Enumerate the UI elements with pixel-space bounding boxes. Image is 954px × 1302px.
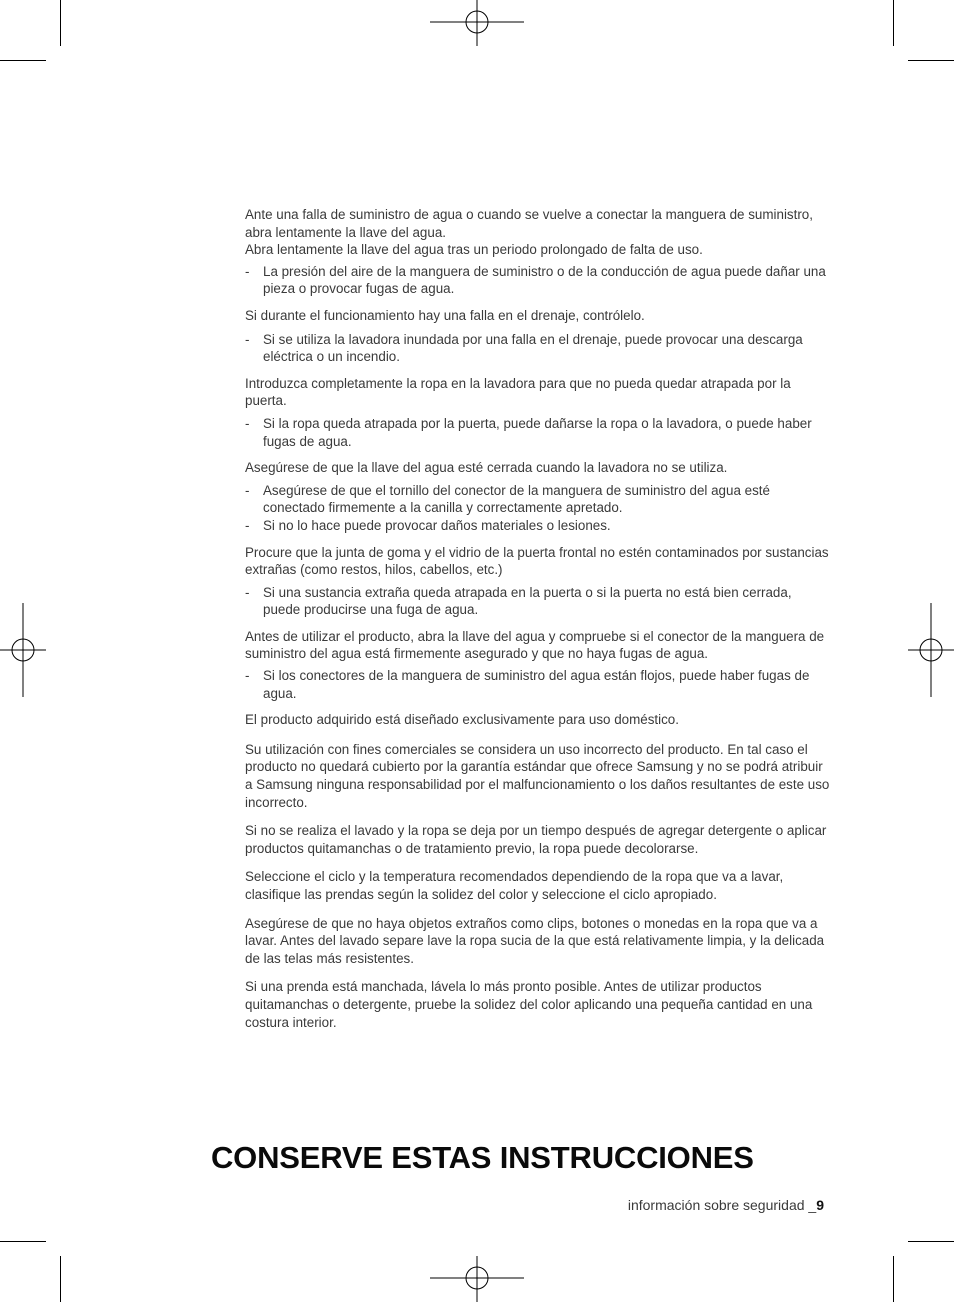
paragraph: [245, 544, 830, 619]
bullet-item: [245, 584, 830, 619]
bullet-text: Asegúrese de que el tornillo del conector de la manguera de suministro del agua esté conectado firmemente a la canilla y correctamente apretado.: [263, 482, 770, 516]
bullet-marker: -: [245, 482, 250, 498]
bullet-marker: -: [245, 415, 250, 431]
paragraph: [245, 307, 830, 366]
safety-instructions: [245, 206, 830, 1040]
paragraph-text: Procure que la junta de goma y el vidrio de la puerta frontal no estén contaminados por sustancias extrañas (como restos, hilos, cabellos, etc.): [245, 544, 829, 578]
paragraph-text: Asegúrese de que no haya objetos extraños como clips, botones o monedas en la ropa que va a lavar. Antes del lavado separe lave la ropa sucia de la que está relativamente limpia, y la delicada de las telas más resistentes.: [245, 915, 825, 966]
bullet-item: [245, 667, 830, 702]
page-footer: [628, 1197, 824, 1213]
paragraph: [245, 822, 830, 857]
page-number: 9: [816, 1197, 824, 1213]
paragraph-text: Si durante el funcionamiento hay una falla en el drenaje, contrólelo.: [245, 307, 645, 323]
paragraph-text: Asegúrese de que la llave del agua esté cerrada cuando la lavadora no se utiliza.: [245, 460, 728, 476]
paragraph-text: Antes de utilizar el producto, abra la llave del agua y compruebe si el conector de la manguera de suministro del agua está firmemente asegurado y que no haya fugas de agua.: [245, 628, 825, 662]
paragraph: [245, 868, 830, 903]
paragraph: [245, 915, 830, 968]
crop-mark: [60, 0, 61, 46]
bullet-text: Si la ropa queda atrapada por la puerta, puede dañarse la ropa o la lavadora, o puede haber fugas de agua.: [263, 415, 812, 449]
registration-mark-bottom: [430, 1256, 524, 1302]
paragraph-text: Su utilización con fines comerciales se considera un uso incorrecto del producto. En tal caso el producto no quedará cubierto por la garantía estándar que ofrece Samsung y no se podrá atribuir a Samsung ninguna responsabilidad por el malfuncionamiento o los daños resultantes de este uso incorrecto.: [245, 741, 830, 810]
crop-mark: [0, 1241, 46, 1242]
bullet-item: [245, 415, 830, 450]
bullet-item: [245, 482, 830, 517]
crop-mark: [60, 1256, 61, 1302]
bullet-marker: -: [245, 668, 250, 684]
bullet-text: Si no lo hace puede provocar daños materiales o lesiones.: [263, 517, 611, 533]
bullet-marker: -: [245, 584, 250, 600]
crop-mark: [908, 1241, 954, 1242]
paragraph-text: Abra lentamente la llave del agua tras un periodo prolongado de falta de uso.: [245, 242, 703, 258]
paragraph: [245, 711, 830, 729]
registration-mark-top: [430, 0, 524, 46]
crop-mark: [893, 0, 894, 46]
bullet-marker: -: [245, 331, 250, 347]
page-title: CONSERVE ESTAS INSTRUCCIONES: [211, 1140, 754, 1175]
bullet-text: Si una sustancia extraña queda atrapada en la puerta o si la puerta no está bien cerrada, puede producirse una fuga de agua.: [263, 584, 792, 618]
bullet-marker: -: [245, 517, 250, 533]
bullet-text: La presión del aire de la manguera de suministro o de la conducción de agua puede dañar una pieza o provocar fugas de agua.: [263, 263, 826, 297]
paragraph-text: Ante una falla de suministro de agua o cuando se vuelve a conectar la manguera de suministro, abra lentamente la llave del agua.: [245, 207, 813, 240]
bullet-marker: -: [245, 263, 250, 279]
bullet-text: Si los conectores de la manguera de suministro del agua están flojos, puede haber fugas de agua.: [263, 668, 810, 701]
paragraph: [245, 741, 830, 811]
paragraph-text: Si una prenda está manchada, lávela lo más pronto posible. Antes de utilizar productos quitamanchas o detergente, pruebe la solidez del color aplicando una pequeña cantidad en una costura interior.: [245, 979, 813, 1030]
registration-mark-left: [0, 603, 46, 697]
crop-mark: [893, 1256, 894, 1302]
footer-section-label: información sobre seguridad _: [627, 1197, 817, 1213]
crop-mark: [908, 60, 954, 61]
paragraph-text: Introduzca completamente la ropa en la lavadora para que no pueda quedar atrapada por la puerta.: [245, 375, 791, 409]
bullet-text: Si se utiliza la lavadora inundada por una falla en el drenaje, puede provocar una descarga eléctrica o un incendio.: [263, 331, 803, 365]
bullet-item: [245, 331, 830, 366]
paragraph: [245, 978, 830, 1031]
paragraph: [245, 375, 830, 450]
paragraph-text: Si no se realiza el lavado y la ropa se deja por un tiempo después de agregar detergente o aplicar productos quitamanchas o de tratamiento previo, la ropa puede decolorarse.: [245, 823, 827, 856]
crop-mark: [0, 60, 46, 61]
paragraph-text: Seleccione el ciclo y la temperatura recomendados dependiendo de la ropa que va a lavar, clasifique las prendas según la solidez del color y seleccione el ciclo apropiado.: [245, 869, 784, 902]
paragraph-text: El producto adquirido está diseñado exclusivamente para uso doméstico.: [245, 712, 679, 728]
bullet-item: [245, 517, 830, 535]
paragraph: [245, 628, 830, 702]
registration-mark-right: [908, 603, 954, 697]
bullet-item: [245, 263, 830, 298]
paragraph: [245, 459, 830, 534]
paragraph: [245, 206, 830, 298]
